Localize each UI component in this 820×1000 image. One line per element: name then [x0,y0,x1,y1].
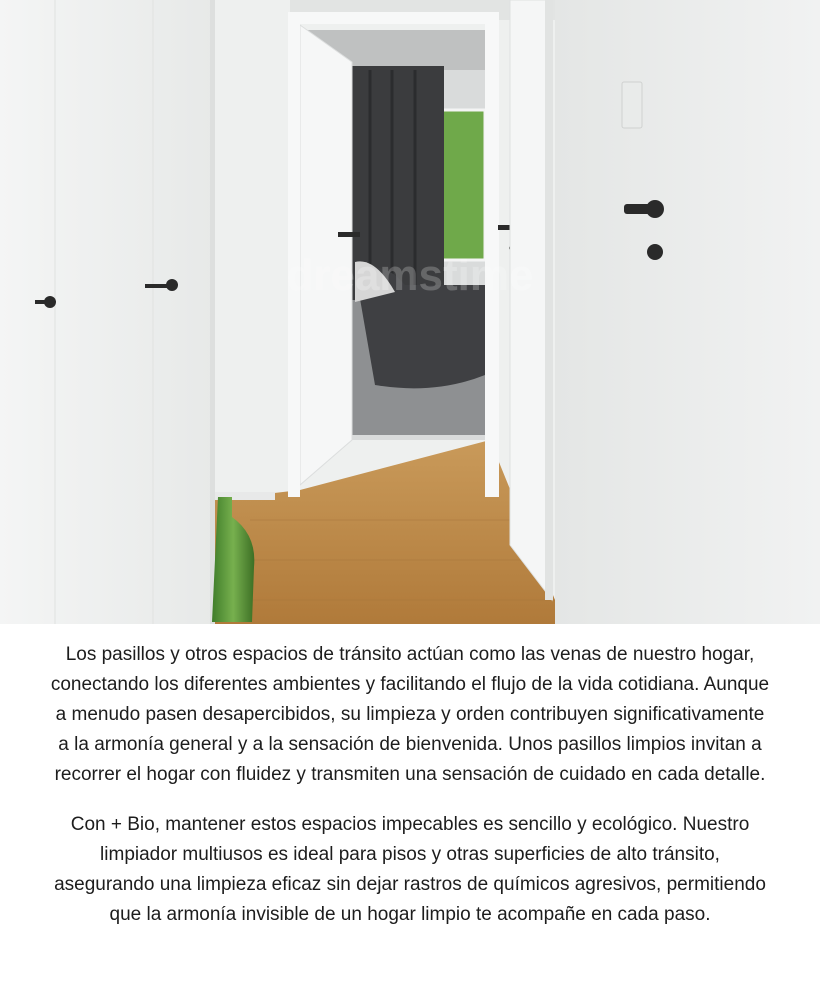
paragraph-2: Con + Bio, mantener estos espacios impecables es sencillo y ecológico. Nuestro limpiador multiusos es ideal para pisos y otras superficies de alto tránsito, asegurando una limpieza eficaz sin dejar rastros de químicos agresivos, permitiendo que la armonía invisible de un hogar limpio te acompañe en cada paso. [54,814,766,925]
window [440,110,485,260]
closet-knob-icon [166,279,178,291]
right-wall [555,0,820,624]
light-switch-icon [622,82,642,128]
article-body [50,624,770,930]
closet-wall [0,0,215,624]
door-handle-icon [338,232,360,237]
watermark: dreamstime [286,251,534,300]
door-lock-icon [647,244,663,260]
paragraph-1: Los pasillos y otros espacios de tránsito actúan como las venas de nuestro hogar, conectando los diferentes ambientes y facilitando el flujo de la vida cotidiana. Aunque a menudo pasen desapercibidos, su limpieza y orden contribuyen significativamente a la armonía general y a la sensación de bienvenida. Unos pasillos limpios invitan a recorrer el hogar con fluidez y transmiten una sensación de cuidado en cada detalle. [50,644,770,785]
